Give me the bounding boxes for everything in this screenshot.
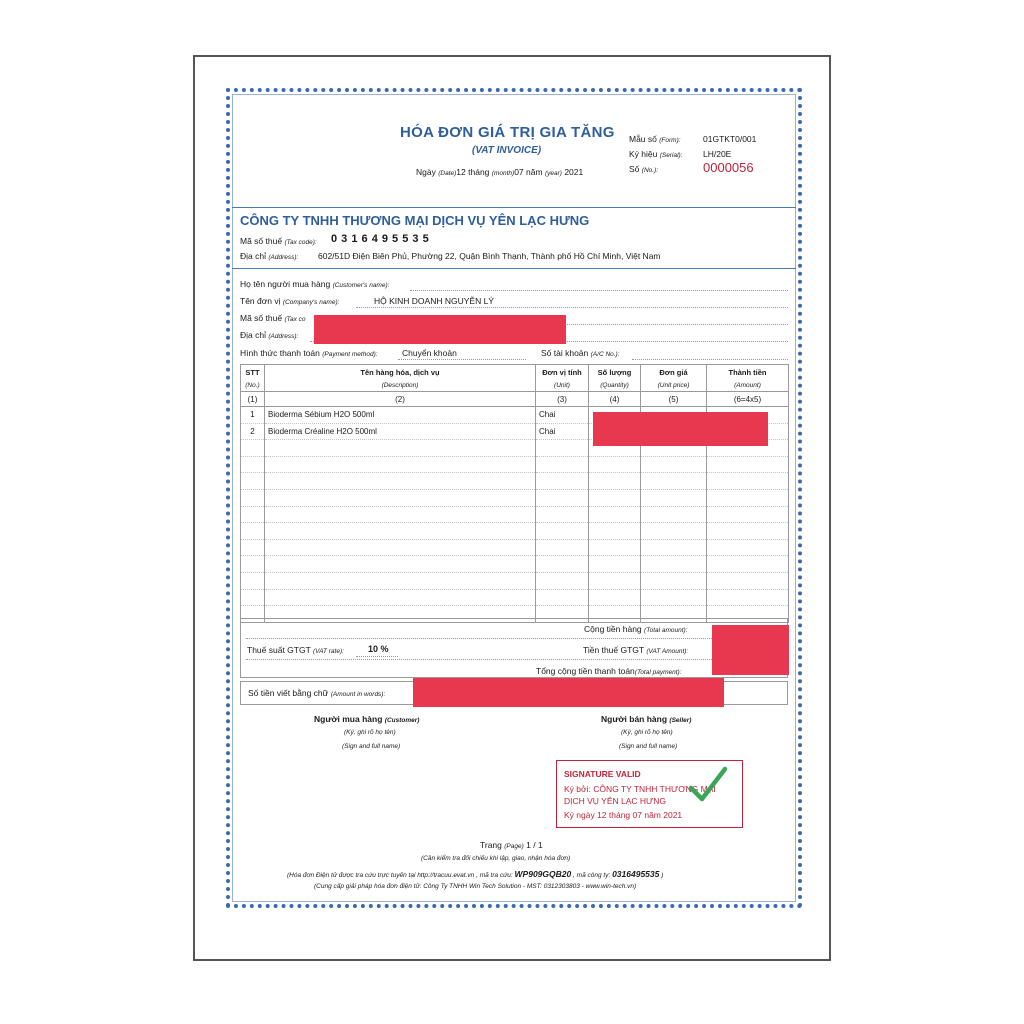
row-no: 1 — [241, 407, 265, 424]
footer-note-3: (Cung cấp giải pháp hóa đơn điện tử: Công Ty TNHH Win Tech Solution - MST: 0312303803 - www.win-tech.vn) — [314, 883, 637, 890]
checkmark-icon — [688, 766, 728, 804]
customer-name-label: Họ tên người mua hàng (Customer's name): — [240, 279, 390, 289]
company-name-label: Tên đơn vị (Company's name): — [240, 296, 340, 306]
table-row-empty — [241, 589, 789, 606]
table-index-row — [241, 392, 789, 407]
col-sub-unit: (Unit) — [536, 379, 589, 392]
serial-value: LH/20E — [703, 149, 732, 159]
col-sub-no: (No.) — [241, 379, 265, 392]
signature-valid-title: SIGNATURE VALID — [564, 769, 641, 779]
col-header-qty: Số lượng — [589, 365, 641, 380]
row-unit: Chai — [536, 423, 589, 440]
company-name-line — [356, 307, 788, 308]
month-label-en: (month) — [491, 170, 515, 177]
footer-note-1: (Cần kiểm tra đối chiếu khi lập, giao, nhận hóa đơn) — [421, 855, 571, 862]
header-divider — [232, 207, 796, 208]
table-row-empty — [241, 523, 789, 540]
table-row-empty — [241, 489, 789, 506]
seller-address-label: Địa chỉ (Address): — [240, 251, 299, 261]
buyer-tax-label: Mã số thuế (Tax co — [240, 313, 306, 323]
month-label: tháng — [468, 167, 490, 177]
customer-name-line — [410, 290, 788, 291]
col-idx-qty: (4) — [589, 392, 641, 407]
col-idx-amount: (6=4x5) — [707, 392, 789, 407]
signature-signed-by: Ký bởi: CÔNG TY TNHH THƯƠNG MẠI — [564, 784, 716, 794]
table-row-empty — [241, 572, 789, 589]
invoice-number: 0000056 — [703, 160, 754, 175]
account-no-label: Số tài khoản (A/C No.): — [541, 348, 620, 358]
year-label: năm — [526, 167, 543, 177]
table-row-empty — [241, 556, 789, 573]
amount-words-label: Số tiền viết bằng chữ (Amount in words): — [248, 688, 386, 698]
invoice-date — [416, 167, 583, 177]
seller-name: CÔNG TY TNHH THƯƠNG MẠI DỊCH VỤ YÊN LẠC HƯNG — [240, 213, 590, 228]
subtotal-line — [246, 638, 782, 639]
vat-line — [246, 659, 782, 660]
company-code: 0316495535 — [612, 869, 660, 879]
form-value: 01GTKT0/001 — [703, 134, 757, 144]
row-no: 2 — [241, 423, 265, 440]
signature-date: Ký ngày 12 tháng 07 năm 2021 — [564, 810, 683, 820]
vat-rate-value: 10 % — [368, 644, 389, 654]
table-row-empty — [241, 456, 789, 473]
date-month: 07 — [514, 167, 524, 177]
col-header-unit: Đơn vị tính — [536, 365, 589, 380]
date-day: 12 — [456, 167, 466, 177]
totals-redaction — [712, 625, 789, 675]
vat-rate-line — [356, 656, 398, 657]
signature-signed-by-2: DỊCH VỤ YÊN LẠC HƯNG — [564, 796, 667, 806]
payment-method-value: Chuyển khoản — [402, 348, 457, 358]
buyer-redaction — [314, 315, 566, 344]
col-idx-no: (1) — [241, 392, 265, 407]
items-redaction — [593, 412, 768, 446]
seller-sign-title: Người bán hàng (Seller) — [601, 714, 692, 724]
vat-rate-label: Thuế suất GTGT (VAT rate): — [247, 645, 344, 655]
footer-note-2: (Hóa đơn Điện tử được tra cứu trực tuyến tại http://tracuu.evat.vn , mã tra cứu: WP909GQB20 , mã công ty: 0316495535 ) — [287, 869, 664, 879]
col-idx-price: (5) — [641, 392, 707, 407]
seller-sign-note-en: (Sign and full name) — [619, 743, 678, 750]
col-idx-unit: (3) — [536, 392, 589, 407]
col-sub-price: (Unit price) — [641, 379, 707, 392]
seller-sign-note: (Ký, ghi rõ họ tên) — [621, 729, 673, 736]
col-header-no: STT — [241, 365, 265, 380]
buyer-address-label: Địa chỉ (Address): — [240, 330, 299, 340]
vat-amount-label: Tiền thuế GTGT (VAT Amount): — [583, 645, 689, 655]
buyer-sign-title: Người mua hàng (Customer) — [314, 714, 420, 724]
invoice-subtitle: (VAT INVOICE) — [472, 145, 542, 156]
invoice-title: HÓA ĐƠN GIÁ TRỊ GIA TĂNG — [400, 124, 615, 141]
payment-method-label: Hình thức thanh toán (Payment method): — [240, 348, 378, 358]
table-subheader-row — [241, 379, 789, 392]
year-label-en: (year) — [544, 170, 562, 177]
date-label-en: (Date) — [438, 170, 457, 177]
serial-label: Ký hiệu (Serial): — [629, 149, 683, 159]
seller-tax-code: 0 3 1 6 4 9 5 5 3 5 — [331, 233, 430, 245]
row-unit: Chai — [536, 407, 589, 424]
seller-tax-label: Mã số thuế (Tax code): — [240, 236, 317, 246]
payment-method-line — [398, 359, 526, 360]
subtotal-label: Cộng tiền hàng (Total amount): — [584, 624, 688, 634]
lookup-code: WP909GQB20 — [514, 869, 572, 879]
col-sub-desc: (Description) — [265, 379, 536, 392]
buyer-sign-note: (Ký, ghi rõ họ tên) — [344, 729, 396, 736]
page-number: Trang (Page) 1 / 1 — [480, 840, 543, 850]
row-desc: Bioderma Créaline H2O 500ml — [265, 423, 536, 440]
table-row-empty — [241, 506, 789, 523]
seller-address: 602/51D Điện Biên Phủ, Phường 22, Quận Bình Thạnh, Thành phố Hồ Chí Minh, Việt Nam — [318, 251, 661, 261]
col-sub-amount: (Amount) — [707, 379, 789, 392]
items-table — [240, 364, 789, 623]
table-row-empty — [241, 539, 789, 556]
table-header-row — [241, 365, 789, 380]
seller-divider — [232, 268, 796, 269]
form-label: Mẫu số (Form): — [629, 134, 681, 144]
no-label: Số (No.): — [629, 164, 659, 174]
date-year: 2021 — [564, 167, 584, 177]
col-header-desc: Tên hàng hóa, dịch vụ — [265, 365, 536, 380]
col-header-price: Đơn giá — [641, 365, 707, 380]
row-desc: Bioderma Sébium H2O 500ml — [265, 407, 536, 424]
col-sub-qty: (Quantity) — [589, 379, 641, 392]
account-no-line — [632, 359, 788, 360]
table-row-empty — [241, 473, 789, 490]
amount-words-redaction — [413, 678, 724, 707]
col-header-amount: Thành tiền — [707, 365, 789, 380]
col-idx-desc: (2) — [265, 392, 536, 407]
company-name-value: HỘ KINH DOANH NGUYỄN LÝ — [374, 296, 494, 306]
buyer-sign-note-en: (Sign and full name) — [342, 743, 401, 750]
total-payment-label: Tổng cộng tiền thanh toán(Total payment): — [536, 666, 682, 676]
date-label: Ngày — [416, 167, 436, 177]
